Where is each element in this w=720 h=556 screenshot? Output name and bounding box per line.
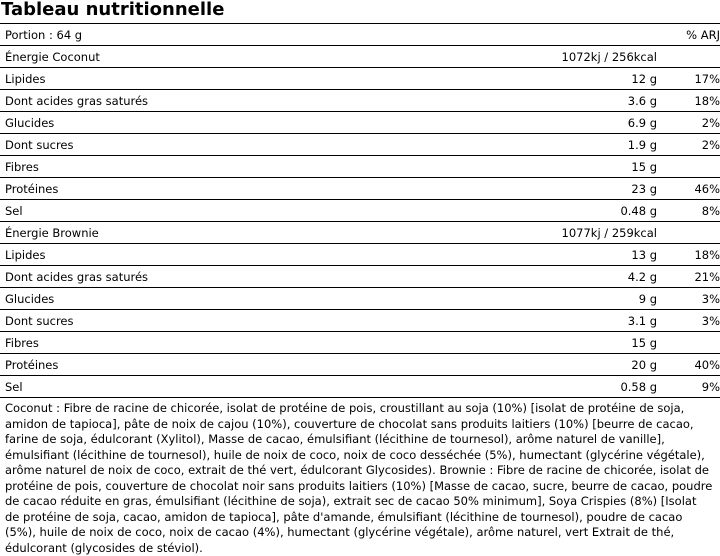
- table-row: [0, 90, 720, 112]
- table-row: [0, 266, 720, 288]
- nutrient-pct: 3%: [662, 288, 720, 310]
- nutrient-value: 6.9 g: [486, 112, 662, 134]
- nutrient-name: Sel: [0, 200, 486, 222]
- nutrient-pct: [662, 46, 720, 68]
- nutrient-pct: 46%: [662, 178, 720, 200]
- nutrient-name: Dont acides gras saturés: [0, 266, 486, 288]
- nutrient-name: Dont sucres: [0, 134, 486, 156]
- table-row: [0, 310, 720, 332]
- nutrient-value: 4.2 g: [486, 266, 662, 288]
- table-row: [0, 134, 720, 156]
- header-spacer: [486, 24, 662, 46]
- nutrient-name: Énergie Coconut: [0, 46, 486, 68]
- nutrient-value: 1.9 g: [486, 134, 662, 156]
- nutrient-pct: 2%: [662, 112, 720, 134]
- table-header-row: [0, 24, 720, 46]
- table-row: [0, 178, 720, 200]
- nutrient-value: 1072kj / 256kcal: [486, 46, 662, 68]
- nutrient-value: 23 g: [486, 178, 662, 200]
- nutrient-value: 3.6 g: [486, 90, 662, 112]
- nutrient-value: 0.48 g: [486, 200, 662, 222]
- nutrient-pct: 8%: [662, 200, 720, 222]
- pct-header: % ARJ: [662, 24, 720, 46]
- ingredients-text: Coconut : Fibre de racine de chicorée, isolat de protéine de pois, croustillant au soja (10%) [isolat de protéine de soja, amidon de tapioca], pâte de noix de cajou (10%), couverture de chocolat sans produits laitiers (10%) [beurre de cacao, farine de soja, édulcorant (Xylitol), Masse de cacao, émulsifiant (lécithine de tournesol), arôme naturel de vanille], émulsifiant (lécithine de tournesol), huile de noix de coco, noix de coco desséchée (5%), humectant (glycérine végétale), arôme naturel de noix de coco, extrait de thé vert, édulcorant Glycosides). Brownie : Fibre de racine de chicorée, isolat de protéine de pois, couverture de chocolat noir sans produits laitiers (10%) [Masse de cacao, sucre, beurre de cacao, poudre de cacao réduite en gras, émulsifiant (lécithine de soja), extrait sec de cacao 50% minimum], Soya Crispies (8%) [Isolat de protéine de soja, cacao, amidon de tapioca], pâte d'amande, émulsifiant (lécithine de tournesol), poudre de cacao (5%), huile de noix de coco, noix de cacao (4%), humectant (glycérine végétale), arôme naturel, vert Extrait de thé, édulcorant (glycosides de stéviol).: [5, 401, 713, 555]
- nutrient-name: Énergie Brownie: [0, 222, 486, 244]
- nutrient-pct: 18%: [662, 244, 720, 266]
- nutrient-pct: 18%: [662, 90, 720, 112]
- nutrient-name: Protéines: [0, 178, 486, 200]
- nutrient-name: Lipides: [0, 68, 486, 90]
- nutrient-pct: 40%: [662, 354, 720, 376]
- nutrient-name: Protéines: [0, 354, 486, 376]
- nutrient-pct: 21%: [662, 266, 720, 288]
- nutrient-name: Glucides: [0, 288, 486, 310]
- table-row: [0, 112, 720, 134]
- portion-label: Portion : 64 g: [0, 24, 486, 46]
- nutrient-value: 1077kj / 259kcal: [486, 222, 662, 244]
- nutrient-name: Lipides: [0, 244, 486, 266]
- nutrient-name: Dont sucres: [0, 310, 486, 332]
- nutrient-value: 13 g: [486, 244, 662, 266]
- nutrient-value: 15 g: [486, 332, 662, 354]
- nutrient-name: Fibres: [0, 156, 486, 178]
- table-row: [0, 376, 720, 398]
- nutrient-pct: 3%: [662, 310, 720, 332]
- nutrition-table: [0, 23, 720, 398]
- nutrient-name: Glucides: [0, 112, 486, 134]
- page-title: Tableau nutritionnelle: [1, 0, 225, 20]
- nutrient-value: 0.58 g: [486, 376, 662, 398]
- table-row: [0, 332, 720, 354]
- nutrient-name: Sel: [0, 376, 486, 398]
- nutrient-pct: [662, 222, 720, 244]
- nutrient-pct: 2%: [662, 134, 720, 156]
- table-row: [0, 288, 720, 310]
- nutrient-value: 20 g: [486, 354, 662, 376]
- table-row: [0, 68, 720, 90]
- nutrient-pct: 17%: [662, 68, 720, 90]
- nutrient-pct: [662, 332, 720, 354]
- table-row: [0, 244, 720, 266]
- table-row: [0, 156, 720, 178]
- nutrient-pct: 9%: [662, 376, 720, 398]
- nutrient-value: 9 g: [486, 288, 662, 310]
- table-row: [0, 200, 720, 222]
- nutrient-value: 12 g: [486, 68, 662, 90]
- table-row: [0, 354, 720, 376]
- nutrient-name: Fibres: [0, 332, 486, 354]
- nutrient-pct: [662, 156, 720, 178]
- nutrient-value: 3.1 g: [486, 310, 662, 332]
- table-row: [0, 222, 720, 244]
- nutrient-value: 15 g: [486, 156, 662, 178]
- table-row: [0, 46, 720, 68]
- nutrient-name: Dont acides gras saturés: [0, 90, 486, 112]
